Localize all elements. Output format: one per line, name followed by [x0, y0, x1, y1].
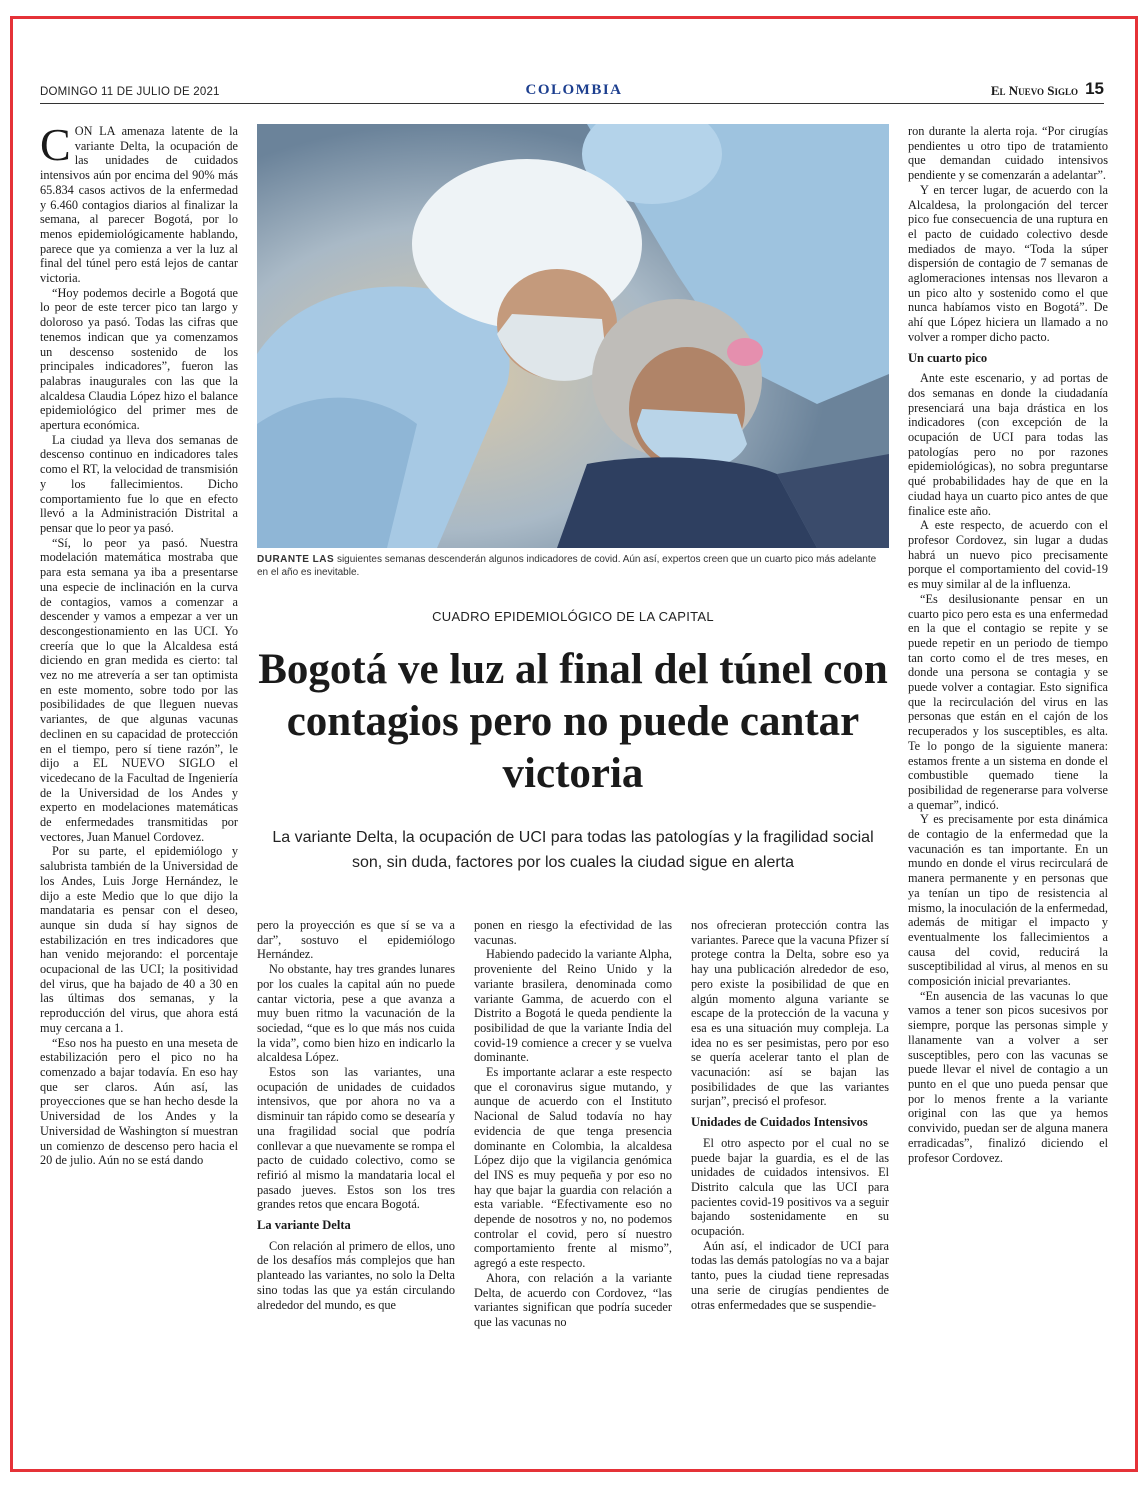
header-page-number: 15: [1085, 79, 1104, 98]
paragraph: Ahora, con relación a la variante Delta, de acuerdo con Cordovez, “las variantes significan que podría suceder que las vacunas no: [474, 1270, 672, 1329]
subheading: La variante Delta: [257, 1218, 351, 1233]
paragraph: Ante este escenario, y ad portas de dos semanas en donde la ciudadanía presenciará una baja drástica en los indicadores (con excepción de la ocupación de UCI para todas las patologías pero no por razones epidemiológicas), no sobra preguntarse qué probabilidades hay de que en la ciudad haya un cuarto pico antes de que finalice este año.: [908, 371, 1108, 518]
photo-illustration: [257, 124, 889, 548]
paragraph: ponen en riesgo la efectividad de las vacunas.: [474, 918, 672, 947]
paragraph: ron durante la alerta roja. “Por cirugías pendientes u otro tipo de tratamiento que demandan cuidado intensivos pendiente y se comenzarán a adelantar”.: [908, 124, 1108, 183]
paragraph: “Es desilusionante pensar en un cuarto pico pero esta es una enfermedad en la que el contagio se repite y se puede repetir en un periodo de tiempo tan corto como el de tres meses, en donde una persona se contagia y se puede volver a contagiar. Esto significa que la recirculación del virus en las personas que están en el cajón de los recuperados y los susceptibles, es alta. Te lo pongo de la siguiente manera: estamos frente a un sistema en donde el combustible quemado tiene la posibilidad de regenerarse para volverse a quemar”, indicó.: [908, 591, 1108, 812]
article-column-4: [691, 918, 889, 1438]
article-column-2: [257, 918, 455, 1438]
photo-caption: [257, 553, 889, 579]
article-deck: La variante Delta, la ocupación de UCI para todas las patologías y la fragilidad social son, sin duda, factores por los cuales la ciudad sigue en alerta: [272, 829, 874, 871]
article-kicker: CUADRO EPIDEMIOLÓGICO DE LA CAPITAL: [432, 609, 714, 624]
header-date: DOMINGO 11 DE JULIO DE 2021: [40, 86, 220, 98]
paragraph: Y es precisamente por esta dinámica de contagio de la enfermedad que la vacunación es tan importante. En un mundo en donde el virus recirculará de manera permanente y en personas que ya tenían un tipo de resistencia al mismo, la inoculación de la enfermedad, además de mitigar el impacto y eventualmente los fallecimientos a causa del covid, reducirá la susceptibilidad al virus, al menos en su composición inicial prevariantes.: [908, 812, 1108, 989]
paragraph: Y en tercer lugar, de acuerdo con la Alcaldesa, la prolongación del tercer pico fue consecuencia de una ruptura en el pacto de cuidado colectivo desde mediados de mayo. “Toda la súper dispersión de contagio de 7 semanas de aglomeraciones intensas nos llevaron a un pico alto y sostenido como el que nunca habíamos visto en Bogotá”. De ahí que López hiciera un llamado a no volver a romper dicho pacto.: [908, 182, 1108, 344]
paragraph: Es importante aclarar a este respecto que el coronavirus sigue mutando, y aunque de acuerdo con el Instituto Nacional de Salud todavía no hay evidencia de que tenga presencia dominante en Colombia, la alcaldesa López dijo que la vigilancia genómica del INS es muy pequeña y por eso no hay que bajar la guardia con relación a esta variable. “Efectivamente eso no depende de nosotros y no, no podemos controlar el covid, pero sí nuestro comportamiento frente al mismo”, agregó a este respecto.: [474, 1065, 672, 1271]
article-column-1: [40, 124, 238, 1444]
paragraph: El otro aspecto por el cual no se puede bajar la guardia, es el de las unidades de cuidados intensivos. El Distrito calcula que las UCI para pacientes covid-19 positivos va a seguir bajando sostenidamente en su ocupación.: [691, 1135, 889, 1239]
article-headline: Bogotá ve luz al final del túnel con contagios pero no puede cantar victoria: [258, 646, 888, 797]
article-column-3: [474, 918, 672, 1438]
subheading: Un cuarto pico: [908, 350, 988, 365]
paragraph: Habiendo padecido la variante Alpha, proveniente del Reino Unido y la variante brasilera, denominada como variante Gamma, de acuerdo con el Distrito a Bogotá le queda pendiente la posibilidad de que la variante India del covid-19 comience a crecer y se vuelva dominante.: [474, 947, 672, 1065]
header-rule: [40, 103, 1104, 104]
paragraph: “Hoy podemos decirle a Bogotá que lo peor de este tercer pico tan largo y doloroso ya pasó. Todas las cifras que tenemos indican que ya comenzamos un descenso sostenido de los principales indicadores”, fueron las palabras inaugurales con las que la alcaldesa Claudia López hizo el balance epidemiológico del primer mes de apertura económica.: [40, 285, 238, 433]
paragraph: Con relación al primero de ellos, uno de los desafíos más complejos que han planteado las variantes, no solo la Delta sino todas las que ya están circulando alrededor del mundo, es que: [257, 1238, 455, 1312]
article-column-5: [908, 124, 1108, 1444]
caption-text: siguientes semanas descenderán algunos indicadores de covid. Aún así, expertos creen que un cuarto pico más adelante en el año es inevitable.: [257, 554, 877, 578]
header-paper-name: El Nuevo Siglo: [990, 83, 1078, 98]
paragraph: nos ofrecieran protección contra las variantes. Parece que la vacuna Pfizer sí protege contra la Delta, sobre eso ya hay una publicación alrededor de eso, pero existe la posibilidad de que en algún momento alguna variante se escape de la protección de la vacuna y esa es una situación muy compleja. La idea no es ser pesimistas, pero por eso se quería acelerar tanto el plan de vacunación: así se bajan las posibilidades de que las variantes surjan”, precisó el profesor.: [691, 918, 889, 1109]
article-photo: [257, 124, 889, 548]
paragraph: Aún así, el indicador de UCI para todas las demás patologías no va a bajar tanto, pues la ciudad tiene represadas una serie de cirugías pendientes de otras enfermedades que se suspendie-: [691, 1238, 889, 1312]
caption-lead: DURANTE LAS: [257, 554, 335, 565]
paragraph: “Sí, lo peor ya pasó. Nuestra modelación matemática mostraba que para esta semana ya iba a presentarse una especie de inclinación en la curva de contagios, vamos a comenzar a descender y vamos a empezar a ver un descongestionamiento en las UCI. Yo creería que lo que la Alcaldesa está diciendo en gran medida es cierto: tal vez no me atrevería a ser tan optimista en este momento, sobre todo por las posibilidades de que lleguen nuevas variantes, de que algunas vacunas declinen en su capacidad de protección en el tiempo, pero sí tiene razón”, le dijo a EL NUEVO SIGLO el vicedecano de la Facultad de Ingeniería de la Universidad de los Andes y experto en modelaciones matemáticas de enfermedades transmitidas por vectores, Juan Manuel Cordovez.: [40, 535, 238, 844]
paragraph: “Eso nos ha puesto en una meseta de estabilización pero el pico no ha comenzado a bajar todavía. En eso hay que ser claros. Aún así, las proyecciones que se han hecho desde la Universidad de los Andes y la Universidad de Washington sí muestran un comienzo de descenso pero hacia el 20 de julio. Aún no se está dando: [40, 1035, 238, 1168]
paragraph: La ciudad ya lleva dos semanas de descenso continuo en indicadores tales como el RT, la velocidad de transmisión y los fallecimientos. Dicho comportamiento fue lo que en efecto llevó a la Administración Distrital a pensar que lo peor ya pasó.: [40, 432, 238, 535]
paragraph: A este respecto, de acuerdo con el profesor Cordovez, sin lugar a dudas habrá un nuevo pico precisamente porque el comportamiento del covid-19 es muy similar al de la influenza.: [908, 518, 1108, 592]
subheading: Unidades de Cuidados Intensivos: [691, 1115, 868, 1130]
drop-cap: C: [40, 124, 71, 170]
paragraph: “En ausencia de las vacunas lo que vamos a tener son picos sucesivos por siempre, porque las personas simple y llanamente van a volver a ser susceptibles, pero con las vacunas se puede llevar el nivel de contagio a un punto en el que uno pueda pensar que por lo menos frente a la variante original con las que ya hemos convivido, puedan ser de alguna manera erradicadas”, finalizó diciendo el profesor Cordovez.: [908, 988, 1108, 1165]
paragraph: Estos son las variantes, una ocupación de unidades de cuidados intensivos, que por ahora no va a disminuir tan rápido como se desearía y una fragilidad social que podría conllevar a que nuevamente se rompa el pacto de cuidado colectivo, como se refirió al mismo la mandataria local el pasado jueves. Estos son los tres grandes retos que encara Bogotá.: [257, 1065, 455, 1212]
paragraph: No obstante, hay tres grandes lunares por los cuales la capital aún no puede cantar victoria, pese a que avanza a muy buen ritmo la vacunación de la sociedad, “que es lo que más nos cuida la vida”, como bien hizo en indicarlo la alcaldesa López.: [257, 962, 455, 1065]
header-section: COLOMBIA: [525, 82, 623, 98]
paragraph: Por su parte, el epidemiólogo y salubrista también de la Universidad de los Andes, Luis Jorge Hernández, le dijo a este Medio que lo que dijo la mandataria es pensar con el deseo, aunque sin duda sí hay signos de estabilización en tres indicadores que han venido mejorando: el porcentaje ocupacional de las UCI; la positividad del virus, que ha bajado de 40 a 30 en las últimas dos semanas, y la reproducción del virus, que ahora está muy cercana a 1.: [40, 844, 238, 1035]
lead-paragraph: CON LA amenaza latente de la variante Delta, la ocupación de las unidades de cuidados intensivos aún por encima del 90% más 65.834 casos activos de la enfermedad y 6.460 contagios diarios al finalizar la semana, al parecer Bogotá, por lo menos epidemiológicamente hablando, parece que ya comienza a ver la luz al final del túnel pero está lejos de cantar victoria.: [40, 124, 238, 286]
paragraph: pero la proyección es que sí se va a dar”, sostuvo el epidemiólogo Hernández.: [257, 918, 455, 962]
